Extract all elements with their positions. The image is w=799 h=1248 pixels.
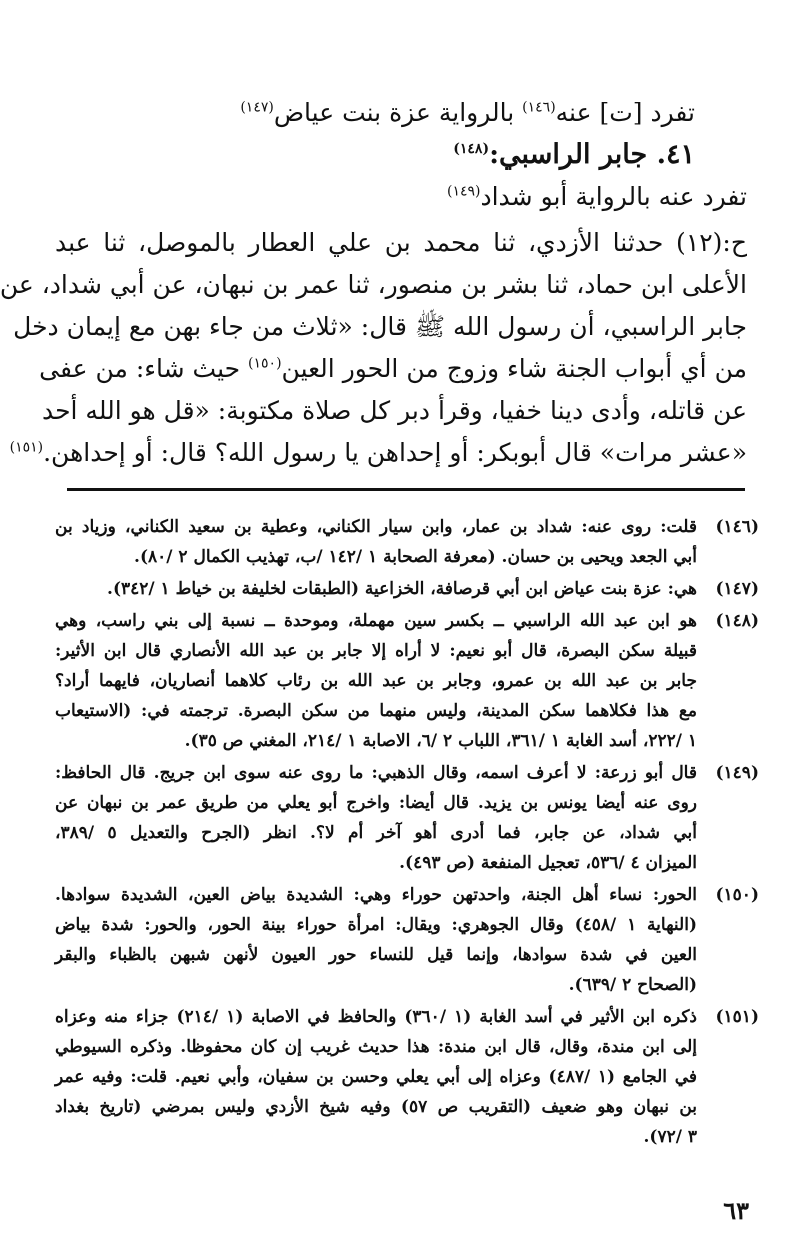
footnote-line: ذكره ابن الأثير في أسد الغابة (١ /٣٦٠) والحافظ في الاصابة (١ /٢١٤) جزاء منه وعزاه xyxy=(55,1007,697,1027)
footnote-line: إلى ابن مندة، وقال، قال ابن مندة: هذا حديث غريب إن كان محفوظا. وذكره السيوطي xyxy=(55,1037,697,1057)
footnote-line: قلت: روى عنه: شداد بن عمار، وابن سيار الكناني، وعطية بن سعيد الكناني، وزياد بن xyxy=(55,517,697,537)
footnote-148 xyxy=(55,606,759,756)
footnote-line: أبي شداد، عن جابر، فما أدرى أهو آخر أم لا؟. انظر (الجرح والتعديل ٥ /٣٨٩، xyxy=(55,823,697,843)
footnote-body xyxy=(55,880,697,1000)
footnote-line: (النهاية ١ /٤٥٨) وقال الجوهري: ويقال: امرأة حوراء بينة الحور، والحور: شدة بياض xyxy=(55,915,697,935)
footnote-number: (١٥٠) xyxy=(715,885,759,905)
footnote-ref[interactable]: (١٤٩) xyxy=(446,183,481,200)
narration-text: بالرواية عزة بنت عياض xyxy=(273,98,523,127)
hadith-line: ح:(١٢) حدثنا الأزدي، ثنا محمد بن علي العطار بالموصل، ثنا عبد xyxy=(55,228,747,257)
footnote-149 xyxy=(55,758,759,878)
narration-line xyxy=(55,176,747,218)
footnote-ref[interactable]: (١٥١) xyxy=(9,439,44,456)
footnote-line: الحور: نساء أهل الجنة، واحدتهن حوراء وهي: الشديدة بياض العين، الشديدة سوادها. xyxy=(55,885,697,905)
hadith-line xyxy=(9,432,747,474)
hadith-line: الأعلى ابن حماد، ثنا بشر بن منصور، ثنا عمر بن نبهان، عن أبي شداد، عن xyxy=(0,270,747,299)
hadith-line xyxy=(39,348,747,390)
footnote-number: (١٤٩) xyxy=(715,763,759,783)
footnote-line: (الصحاح ٢ /٦٣٩). xyxy=(568,975,697,995)
footnote-line: العين في شدة سوادها، وإنما قيل للنساء حور العيون لأنهن شبهن بالظباء والبقر xyxy=(55,945,697,965)
narration-line xyxy=(55,92,747,134)
narration-text: تفرد عنه بالرواية أبو شداد xyxy=(480,182,747,211)
footnote-divider xyxy=(67,488,745,491)
footnote-line: مع هذا فكلاهما سكن المدينة، وليس منهما من سكن البصرة. ترجمته في: (الاستيعاب xyxy=(55,701,697,721)
footnote-body xyxy=(55,758,697,878)
footnote-line: روى عنه أيضا يونس بن يزيد. قال أيضا: واخرج أبو يعلي من طريق عمر بن نبهان عن xyxy=(55,793,697,813)
narration-text: تفرد [ت] عنه xyxy=(555,98,695,127)
section-heading xyxy=(55,134,747,176)
footnote-line: الميزان ٤ /٥٣٦، تعجيل المنفعة (ص ٤٩٣). xyxy=(399,853,697,873)
footnote-line: ٣ /٧٢). xyxy=(643,1127,697,1147)
footnote-number: (١٥١) xyxy=(715,1007,759,1027)
footnote-151 xyxy=(55,1002,759,1152)
footnote-147 xyxy=(55,574,759,604)
hadith-text: «عشر مرات» قال أبوبكر: أو إحداهن يا رسول الله؟ قال: أو إحداهن. xyxy=(43,438,747,467)
footnote-body xyxy=(55,574,697,604)
footnote-line: ١ /٢٢٢، أسد الغابة ١ /٣٦١، اللباب ٢ /٦، الاصابة ١ /٢١٤، المغني ص ٣٥). xyxy=(184,731,697,751)
footnote-line: أبي الجعد ويحيى بن حسان. (معرفة الصحابة ١ /١٤٢ /ب، تهذيب الكمال ٢ /٨٠). xyxy=(134,547,697,567)
footnote-body xyxy=(55,606,697,756)
footnote-146 xyxy=(55,512,759,572)
footnote-line: قال أبو زرعة: لا أعرف اسمه، وقال الذهبي: ما روى عنه سوى ابن جريج. قال الحافظ: xyxy=(55,763,697,783)
footnotes xyxy=(55,512,759,1154)
main-text xyxy=(0,92,747,474)
footnote-number: (١٤٨) xyxy=(715,611,759,631)
footnote-body xyxy=(55,512,697,572)
footnote-150 xyxy=(55,880,759,1000)
footnote-body xyxy=(55,1002,697,1152)
footnote-line: جابر بن عبد الله بن عمرو، وجابر بن عبد الله بن رئاب كلاهما أنصاريان، فايهما أراد؟ xyxy=(55,671,697,691)
footnote-number: (١٤٦) xyxy=(715,517,759,537)
page-number: ٦٣ xyxy=(723,1196,749,1225)
footnote-line: بن نبهان وهو ضعيف (التقريب ص ٥٧) وفيه شيخ الأزدي وليس بمرضي (تاريخ بغداد xyxy=(55,1097,697,1117)
hadith-text: حيث شاء: من عفى xyxy=(39,354,249,383)
heading-text: ٤١. جابر الراسبي: xyxy=(489,139,695,170)
footnote-ref[interactable]: (١٤٧) xyxy=(240,99,274,116)
footnote-line: في الجامع (١ /٤٨٧) وعزاه إلى أبي يعلي وحسن بن سفيان، وأبي نعيم. قلت: وفيه عمر xyxy=(55,1067,697,1087)
footnote-line: قبيلة سكن البصرة، قال أبو نعيم: لا أراه إلا جابر بن عبد الله الأنصاري قال ابن الأثير: xyxy=(55,641,697,661)
footnote-number: (١٤٧) xyxy=(715,579,759,599)
footnote-line: هي: عزة بنت عياض ابن أبي قرصافة، الخزاعية (الطبقات لخليفة بن خياط ١ /٣٤٢). xyxy=(107,579,697,599)
footnote-ref[interactable]: (١٤٨) xyxy=(453,141,490,157)
hadith-line: عن قاتله، وأدى دينا خفيا، وقرأ دبر كل صلاة مكتوبة: «قل هو الله أحد xyxy=(41,396,747,425)
footnote-line: هو ابن عبد الله الراسبي ــ بكسر سين مهملة، وموحدة ــ نسبة إلى بني راسب، وهي xyxy=(55,611,697,631)
hadith-text: من أي أبواب الجنة شاء وزوج من الحور العين xyxy=(281,354,747,383)
footnote-ref[interactable]: (١٤٦) xyxy=(522,99,556,116)
footnote-ref[interactable]: (١٥٠) xyxy=(248,355,282,372)
hadith-line: جابر الراسبي، أن رسول الله ﷺ قال: «ثلاث من جاء بهن مع إيمان دخل xyxy=(13,312,747,341)
